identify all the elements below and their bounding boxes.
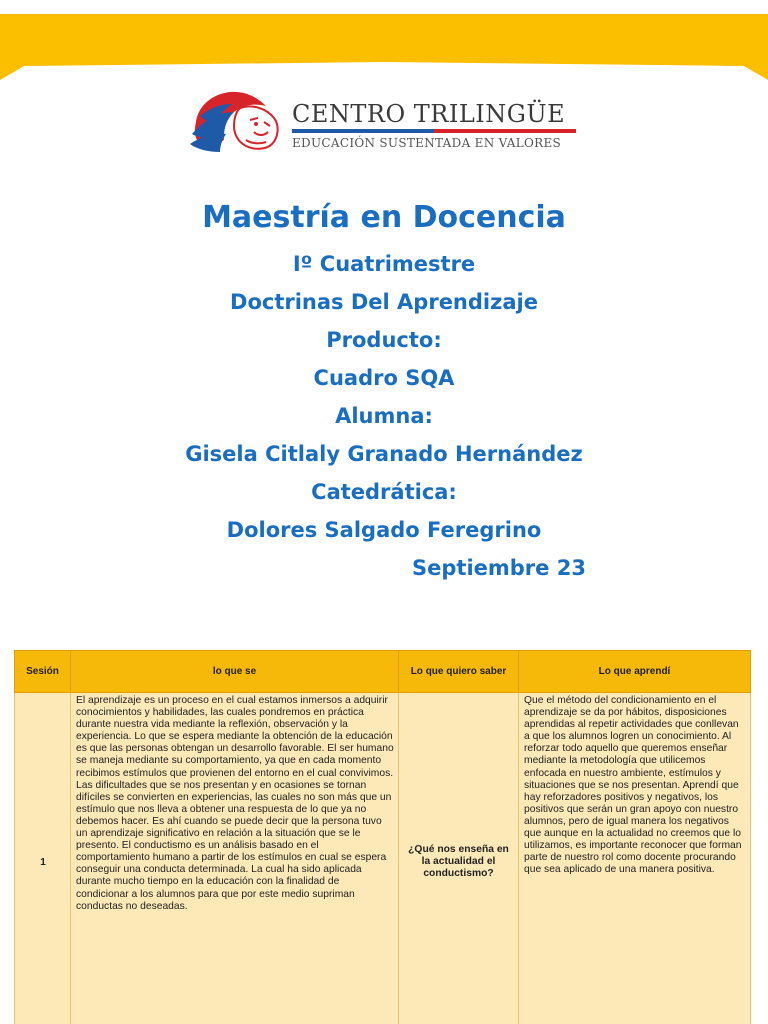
subject-line: Doctrinas Del Aprendizaje — [230, 290, 538, 314]
header-learned: Lo que aprendí — [519, 651, 751, 693]
sqa-table — [14, 650, 751, 1024]
top-banner — [0, 0, 768, 80]
table-header-row — [15, 651, 751, 693]
header-session: Sesión — [15, 651, 71, 693]
cell-learned — [519, 693, 751, 1024]
cell-session: 1 — [15, 693, 71, 1024]
cell-know-text: El aprendizaje es un proceso en el cual estamos inmersos a adquirir conocimientos y habilidades, las cuales pondremos en práctica durante nuestra vida mediante la reflexión, observación y la experiencia. Lo que se espera mediante la obtención de la educación es que las personas obtengan un desarrollo favorable. El ser humano se maneja mediante su comportamiento, ya que en cada momento recibimos estímulos que provienen del entorno en el cual convivimos. Las dificultades que se nos presentan y en ocasiones se tornan difíciles se convierten en experiencias, las cuales no son más que un estímulo que nos lleva a obtener una respuesta de lo que ya no debemos hacer. Es ahí cuando se puede decir que la persona tuvo un aprendizaje significativo en relación a la situación que se le presento. El conductismo es un análisis basado en el comportamiento humano a partir de los estímulos en cual se espera conseguir una conducta determinada. La cual ha sido aplicada durante mucho tiempo en la educación con la finalidad de condicionar a los alumnos para que por este medio supriman conductas no deseadas. — [76, 695, 394, 912]
product-name: Cuadro SQA — [313, 366, 455, 390]
student-name: Gisela Citlaly Granado Hernández — [185, 442, 583, 466]
logo-divider — [292, 129, 576, 133]
header-know: lo que se — [71, 651, 399, 693]
date: Septiembre 23 — [412, 556, 586, 580]
lion-head-icon — [188, 86, 288, 154]
document-title: Maestría en Docencia — [202, 200, 566, 235]
teacher-name: Dolores Salgado Feregrino — [226, 518, 542, 542]
school-logo — [188, 86, 588, 156]
banner-shape — [0, 0, 768, 80]
student-label: Alumna: — [335, 404, 433, 428]
product-label: Producto: — [326, 328, 442, 352]
cell-want: ¿Qué nos enseña en la actualidad el conductismo? — [399, 693, 519, 1024]
cell-know — [71, 693, 399, 1024]
table-row — [15, 693, 751, 1024]
header-want: Lo que quiero saber — [399, 651, 519, 693]
cell-learned-text: Que el método del condicionamiento en el aprendizaje se da por hábitos, disposiciones aprendidas al repetir actividades que conllevan a que los alumnos logren un conocimiento. Al reforzar todo aquello que queremos enseñar mediante la metodología que utilicemos enfocada en nuestro ambiente, estímulos y situaciones que se nos presentan. Aprendí que hay reforzadores positivos y negativos, los positivos que serán un gran apoyo con nuestro alumnos, pero de igual manera los negativos que aunque en la actualidad no creemos que lo utilizamos, es importante reconocer que forman parte de nuestro rol como docente procurando que sea aplicado de una manera positiva. — [524, 695, 742, 876]
logo-tagline: EDUCACIÓN SUSTENTADA EN VALORES — [292, 136, 562, 150]
teacher-label: Catedrática: — [311, 480, 457, 504]
term-line: Iº Cuatrimestre — [292, 252, 476, 276]
logo-name: CENTRO TRILINGÜE — [292, 100, 566, 128]
